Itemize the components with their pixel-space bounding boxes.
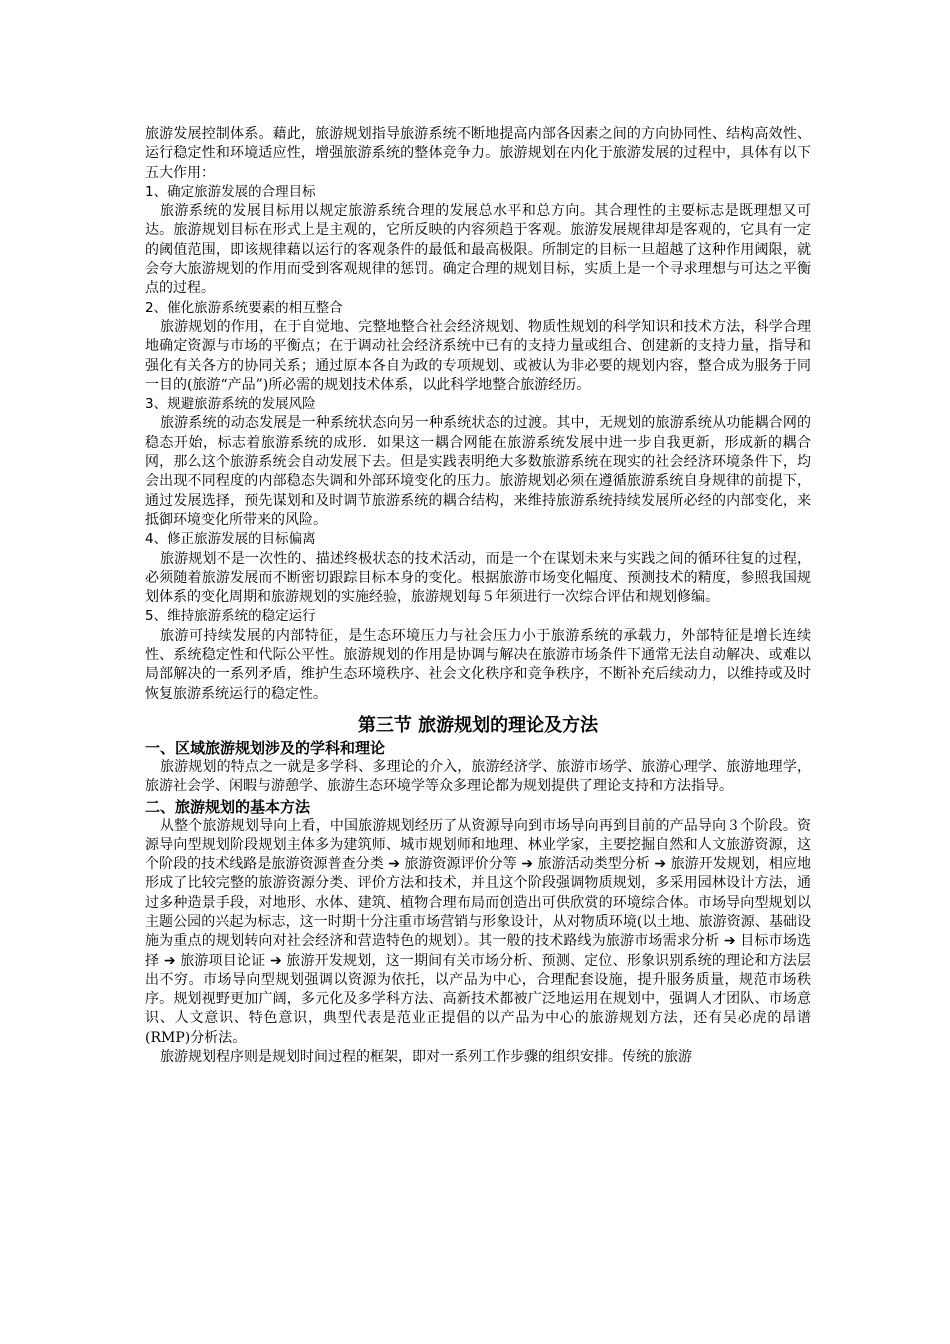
- section-title: 第三节 旅游规划的理论及方法: [357, 714, 599, 736]
- subsection-1-body: 旅游规划的特点之一就是多学科、多理论的介入，旅游经济学、旅游市场学、旅游心理学、旅游地理学，旅游社会学、闲暇与游憩学、旅游生态环境学等众多理论都为规划提供了理论支持和方法指导。: [145, 758, 811, 795]
- role-2-heading: 2、催化旅游系统要素的相互整合: [145, 299, 343, 316]
- role-4-heading: 4、修正旅游发展的目标偏离: [145, 531, 316, 548]
- role-5-heading: 5、维持旅游系统的稳定运行: [145, 608, 316, 625]
- document-page: [145, 125, 811, 1067]
- subsection-2-body: 从整个旅游规划导向上看，中国旅游规划经历了从资源导向到市场导向再到目前的产品导向３个阶段。资源导向型规划阶段规划主体多为建筑师、城市规划师和地理、林业学家，主要挖掘自然和人文旅游资源，这个阶段的技术线路是旅游资源普查分类 ➔ 旅游资源评价分等 ➔ 旅游活动类型分析 ➔ 旅游开发规划，相应地形成了比较完整的旅游资源分类、评价方法和技术，并且这个阶段强调物质规划，多采用园林设计方法，通过多种造景手段，对地形、水体、建筑、植物合理布局而创造出可供欣赏的环境综合体。市场导向型规划以主题公园的兴起为标志，这一时期十分注重市场营销与形象设计，从对物质环境(以土地、旅游资源、基础设施为重点的规划转向对社会经济和营造特色的规划）。其一般的技术路线为旅游市场需求分析 ➔ 目标市场选择 ➔ 旅游项目论证 ➔ 旅游开发规划，这一期间有关市场分析、预测、定位、形象识别系统的理论和方法层出不穷。市场导向型规划强调以资源为依托，以产品为中心，合理配套设施，提升服务质量，规范市场秩序。规划视野更加广阔，多元化及多学科方法、高新技术都被广泛地运用在规划中，强调人才团队、市场意识、人文意识、特色意识，典型代表是范业正提倡的以产品为中心的旅游规划方法，还有吴必虎的昂谱(RMP)分析法。: [145, 817, 811, 1046]
- subsection-2-body-continued: 旅游规划程序则是规划时间过程的框架，即对一系列工作步骤的组织安排。传统的旅游: [160, 1049, 692, 1066]
- role-3-body: 旅游系统的动态发展是一种系统状态向另一种系统状态的过渡。其中，无规划的旅游系统从功能耦合网的稳态开始，标志着旅游系统的成形．如果这一耦合网能在旅游系统发展中进一步自我更新，形成新的耦合网，那么这个旅游系统会自动发展下去。但是实践表明绝大多数旅游系统在现实的社会经济环境条件下，均会出现不同程度的内部稳态失调和外部环境变化的压力。旅游规划必须在遵循旅游系统自身规律的前提下，通过发展选择，预先谋划和及时调节旅游系统的耦合结构，来维持旅游系统持续发展所必经的内部变化，来抵御环境变化所带来的风险。: [145, 415, 811, 528]
- role-4-body: 旅游规划不是一次性的、描述终极状态的技术活动，而是一个在谋划未来与实践之间的循环往复的过程，必须随着旅游发展而不断密切跟踪目标本身的变化。根据旅游市场变化幅度、预测技术的精度，参照我国规划体系的变化周期和旅游规划的实施经验，旅游规划每５年须进行一次综合评估和规划修编。: [145, 550, 811, 606]
- role-2-body: 旅游规划的作用，在于自觉地、完整地整合社会经济规划、物质性规划的科学知识和技术方法，科学合理地确定资源与市场的平衡点；在于调动社会经济系统中已有的支持力量或组合、创建新的支持力量，指导和强化有关各方的协同关系；通过原本各自为政的专项规划、或被认为非必要的规划内容，整合成为服务于同一目的(旅游“产品”)所必需的规划技术体系，以此科学地整合旅游经历。: [145, 318, 811, 393]
- role-1-heading: 1、确定旅游发展的合理目标: [145, 183, 316, 200]
- intro-paragraph: 旅游发展控制体系。藉此，旅游规划指导旅游系统不断地提高内部各因素之间的方向协同性、结构高效性、运行稳定性和环境适应性，增强旅游系统的整体竞争力。旅游规划在内化于旅游发展的过程中，具体有以下五大作用：: [145, 126, 811, 181]
- role-1-body: 旅游系统的发展目标用以规定旅游系统合理的发展总水平和总方向。其合理性的主要标志是既理想又可达。旅游规划目标在形式上是主观的，它所反映的内容须趋于客观。旅游发展规律却是客观的，它具有一定的阈值范围，即该规律藉以运行的客观条件的最低和最高极限。所制定的目标一旦超越了这种作用阈限，就会夸大旅游规划的作用而受到客观规律的惩罚。确定合理的规划目标，实质上是一个寻求理想与可达之平衡点的过程。: [145, 203, 811, 297]
- subsection-1-heading: 一、区域旅游规划涉及的学科和理论: [145, 738, 386, 757]
- role-3-heading: 3、规避旅游系统的发展风险: [145, 396, 316, 413]
- subsection-2-heading: 二、旅游规划的基本方法: [145, 797, 311, 816]
- role-5-body: 旅游可持续发展的内部特征，是生态环境压力与社会压力小于旅游系统的承载力，外部特征是增长连续性、系统稳定性和代际公平性。旅游规划的作用是协调与解决在旅游市场条件下通常无法自动解决、或难以局部解决的一系列矛盾，维护生态环境秩序、社会文化秩序和竞争秩序，不断补充后续动力，以维持或及时恢复旅游系统运行的稳定性。: [145, 627, 811, 702]
